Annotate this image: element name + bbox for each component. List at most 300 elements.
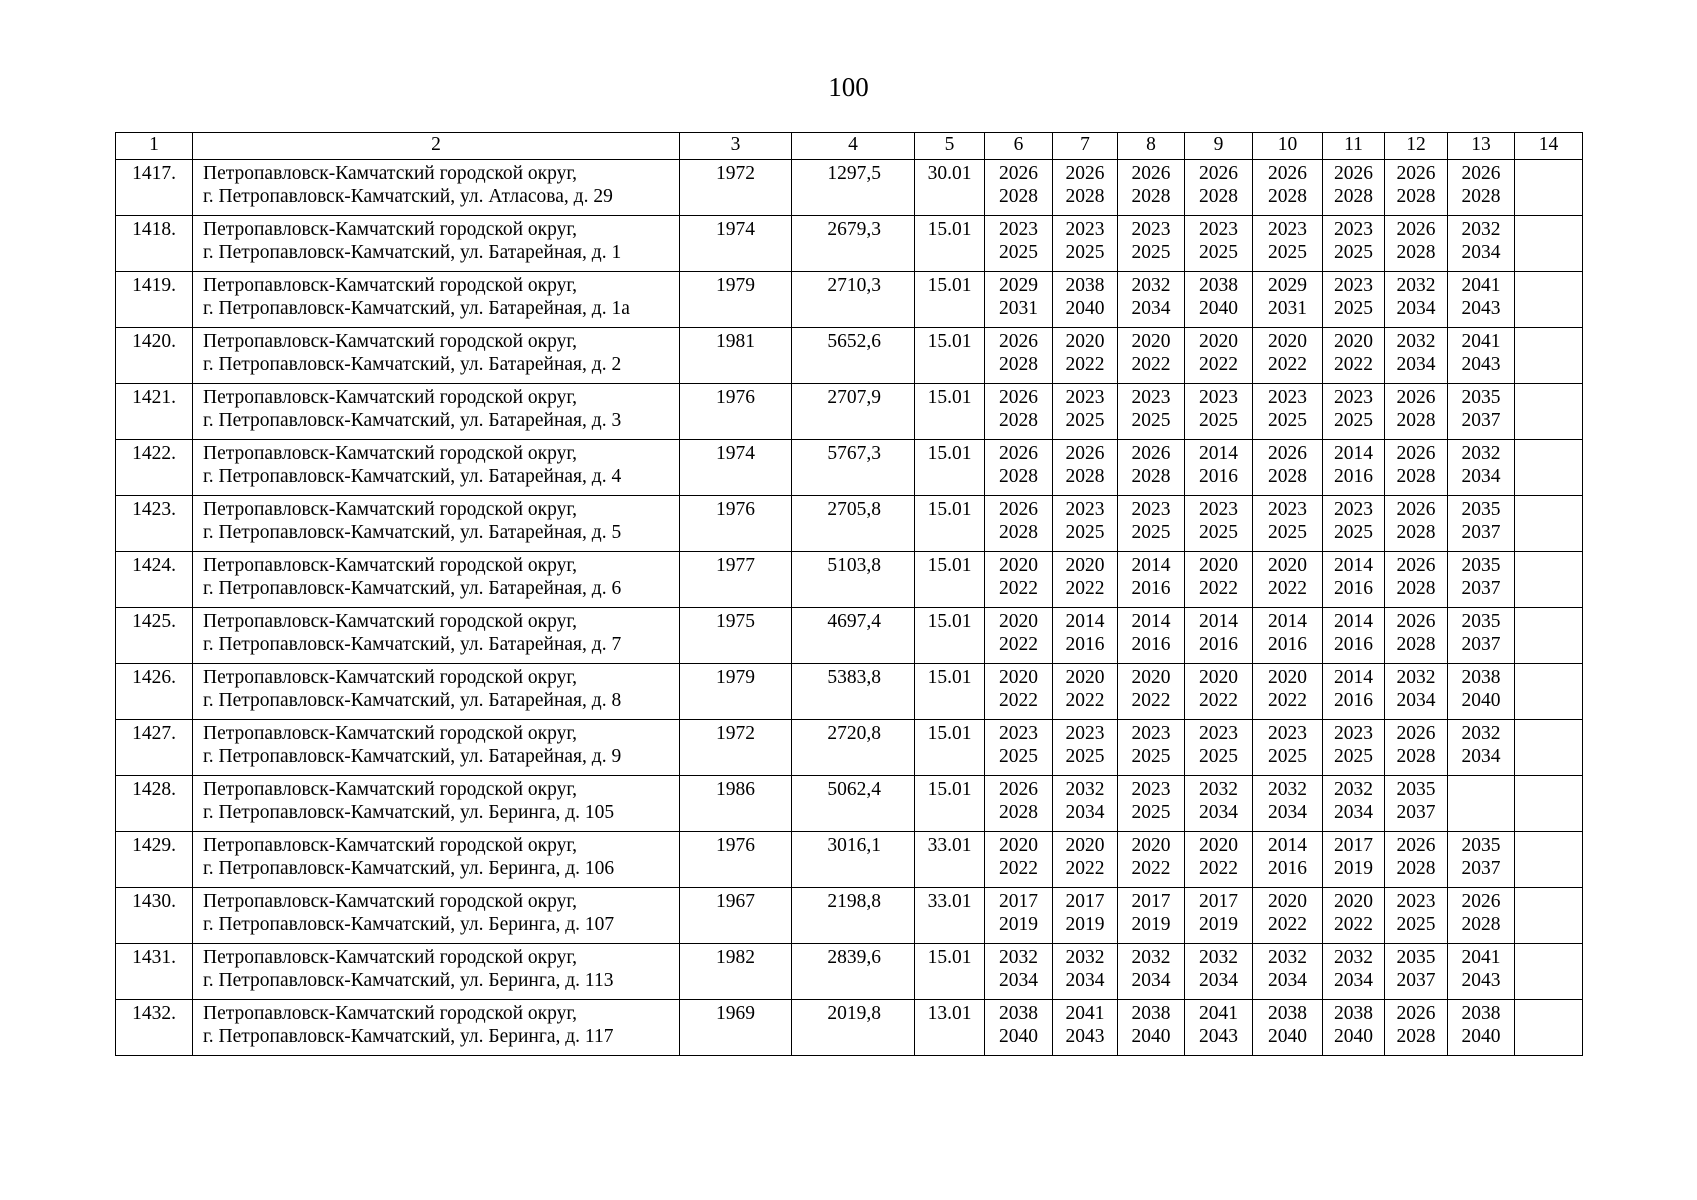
period xyxy=(1053,1000,1118,1056)
period-line: 2025 xyxy=(1334,242,1373,263)
column-14 xyxy=(1515,720,1583,776)
period-line: 2023 xyxy=(1065,723,1105,744)
period xyxy=(1053,944,1118,1000)
period-line: 2016 xyxy=(1268,634,1307,655)
period xyxy=(1185,776,1253,832)
period-line: 2023 xyxy=(1131,779,1171,800)
period-line: 2032 xyxy=(1268,947,1307,968)
period-line: 2029 xyxy=(1268,275,1307,296)
period xyxy=(1253,552,1323,608)
area: 2705,8 xyxy=(792,496,915,552)
period xyxy=(1385,552,1448,608)
period xyxy=(1253,384,1323,440)
period-line: 2025 xyxy=(1199,746,1238,767)
period xyxy=(1053,328,1118,384)
table-row xyxy=(116,888,1583,944)
column-header: 10 xyxy=(1253,133,1323,160)
period-line: 2026 xyxy=(1334,163,1373,184)
period-line: 2032 xyxy=(1065,779,1105,800)
period xyxy=(1185,440,1253,496)
period-line: 2025 xyxy=(1199,410,1238,431)
period xyxy=(985,216,1053,272)
period-line: 2022 xyxy=(1268,914,1307,935)
address-line: Петропавловск-Камчатский городской округ, xyxy=(203,275,578,296)
column-14 xyxy=(1515,1000,1583,1056)
period-line: 2025 xyxy=(1268,522,1307,543)
period xyxy=(1385,272,1448,328)
period-line: 2026 xyxy=(1396,499,1436,520)
column-header: 7 xyxy=(1053,133,1118,160)
period-line: 2020 xyxy=(1199,667,1238,688)
address-line: г. Петропавловск-Камчатский, ул. Батарейная, д. 6 xyxy=(203,578,622,599)
period-line: 2040 xyxy=(999,1026,1038,1047)
period-line: 2023 xyxy=(1131,219,1171,240)
period-line: 2028 xyxy=(1334,186,1373,207)
period-line: 2017 xyxy=(1131,891,1171,912)
period-line: 2014 xyxy=(1334,611,1373,632)
period-line: 2028 xyxy=(1396,466,1436,487)
column-header: 4 xyxy=(792,133,915,160)
address-line: г. Петропавловск-Камчатский, ул. Беринга, д. 106 xyxy=(203,858,615,879)
period-line: 2026 xyxy=(1396,555,1436,576)
period-line: 2016 xyxy=(1131,578,1171,599)
period xyxy=(1448,384,1515,440)
period-line: 2026 xyxy=(999,443,1038,464)
period xyxy=(1185,664,1253,720)
period-line: 2025 xyxy=(1131,410,1171,431)
period-line: 2034 xyxy=(1334,802,1373,823)
period-line: 2028 xyxy=(1396,186,1436,207)
period-line: 2020 xyxy=(1268,331,1307,352)
period-line: 2016 xyxy=(1334,466,1373,487)
period-line: 2026 xyxy=(1396,163,1436,184)
period xyxy=(1323,384,1385,440)
period xyxy=(985,832,1053,888)
period-line: 2028 xyxy=(1131,466,1171,487)
period-line: 2028 xyxy=(1065,466,1105,487)
period-line: 2026 xyxy=(999,499,1038,520)
period xyxy=(1185,944,1253,1000)
period xyxy=(1118,832,1185,888)
table-row xyxy=(116,440,1583,496)
period-line: 2032 xyxy=(1065,947,1105,968)
period-line: 2031 xyxy=(999,298,1038,319)
period xyxy=(985,440,1053,496)
period xyxy=(1253,328,1323,384)
period-line: 2016 xyxy=(1334,634,1373,655)
period xyxy=(1448,496,1515,552)
period-line: 2025 xyxy=(1199,522,1238,543)
period-line: 2028 xyxy=(1268,466,1307,487)
period-line: 2020 xyxy=(999,555,1038,576)
period-line: 2028 xyxy=(1396,634,1436,655)
period-line: 2023 xyxy=(1065,499,1105,520)
period xyxy=(985,944,1053,1000)
period-line: 2032 xyxy=(1268,779,1307,800)
period-line: 2025 xyxy=(1131,522,1171,543)
period-line: 2043 xyxy=(1461,354,1501,375)
period-line: 2020 xyxy=(1334,891,1373,912)
period xyxy=(1253,832,1323,888)
period xyxy=(1323,608,1385,664)
column-14 xyxy=(1515,216,1583,272)
table-row xyxy=(116,608,1583,664)
table-row xyxy=(116,664,1583,720)
period-line: 2041 xyxy=(1065,1003,1105,1024)
period-line: 2020 xyxy=(1065,331,1105,352)
period xyxy=(1448,888,1515,944)
column-14 xyxy=(1515,384,1583,440)
address xyxy=(193,776,680,832)
period-line: 2020 xyxy=(1199,331,1238,352)
code: 15.01 xyxy=(915,776,985,832)
period-line: 2032 xyxy=(1334,779,1373,800)
period-line: 2037 xyxy=(1461,522,1501,543)
build-year: 1974 xyxy=(680,440,792,496)
period xyxy=(1118,216,1185,272)
period xyxy=(1053,272,1118,328)
address-line: г. Петропавловск-Камчатский, ул. Батарейная, д. 2 xyxy=(203,354,622,375)
period-line: 2025 xyxy=(1065,242,1105,263)
period-line: 2023 xyxy=(1199,499,1238,520)
period-line: 2022 xyxy=(1268,354,1307,375)
row-number: 1422. xyxy=(116,440,193,496)
address xyxy=(193,328,680,384)
period-line: 2023 xyxy=(1334,275,1373,296)
period-line: 2026 xyxy=(1396,443,1436,464)
period-line: 2023 xyxy=(999,219,1038,240)
table-row xyxy=(116,832,1583,888)
period xyxy=(1118,384,1185,440)
column-header: 13 xyxy=(1448,133,1515,160)
period-line: 2026 xyxy=(1396,1003,1436,1024)
period-line: 2040 xyxy=(1461,1026,1501,1047)
period xyxy=(1323,216,1385,272)
column-14 xyxy=(1515,608,1583,664)
period-line: 2028 xyxy=(1396,746,1436,767)
period-line: 2025 xyxy=(1334,522,1373,543)
period xyxy=(1448,608,1515,664)
table-row xyxy=(116,272,1583,328)
address-line: г. Петропавловск-Камчатский, ул. Беринга, д. 117 xyxy=(203,1026,614,1047)
address xyxy=(193,664,680,720)
period-line: 2035 xyxy=(1461,835,1501,856)
area: 2710,3 xyxy=(792,272,915,328)
build-year: 1977 xyxy=(680,552,792,608)
period-line: 2026 xyxy=(999,779,1038,800)
period-line: 2020 xyxy=(1065,667,1105,688)
period-line: 2025 xyxy=(1334,298,1373,319)
area: 5103,8 xyxy=(792,552,915,608)
period xyxy=(1053,720,1118,776)
period-line: 2020 xyxy=(1268,555,1307,576)
period-line: 2025 xyxy=(1131,802,1171,823)
period-line: 2035 xyxy=(1461,499,1501,520)
address-line: Петропавловск-Камчатский городской округ, xyxy=(203,779,578,800)
address-line: Петропавловск-Камчатский городской округ, xyxy=(203,387,578,408)
build-year: 1976 xyxy=(680,496,792,552)
row-number: 1429. xyxy=(116,832,193,888)
address-line: г. Петропавловск-Камчатский, ул. Атласова, д. 29 xyxy=(203,186,613,207)
period-line: 2023 xyxy=(1268,219,1307,240)
period-line: 2034 xyxy=(1065,970,1105,991)
address xyxy=(193,384,680,440)
period-line: 2022 xyxy=(999,634,1038,655)
row-number: 1432. xyxy=(116,1000,193,1056)
period-line: 2043 xyxy=(1461,298,1501,319)
period xyxy=(1185,552,1253,608)
build-year: 1976 xyxy=(680,384,792,440)
period xyxy=(1118,160,1185,216)
period xyxy=(1253,664,1323,720)
period xyxy=(1053,216,1118,272)
period-line: 2026 xyxy=(1396,219,1436,240)
period-line: 2020 xyxy=(1065,555,1105,576)
period-line: 2037 xyxy=(1461,578,1501,599)
period-line: 2034 xyxy=(1131,298,1171,319)
code: 30.01 xyxy=(915,160,985,216)
address xyxy=(193,272,680,328)
address-line: г. Петропавловск-Камчатский, ул. Беринга, д. 105 xyxy=(203,802,615,823)
period xyxy=(1185,832,1253,888)
code: 33.01 xyxy=(915,832,985,888)
period-line: 2037 xyxy=(1461,410,1501,431)
period xyxy=(1385,776,1448,832)
period xyxy=(985,720,1053,776)
period xyxy=(1118,272,1185,328)
period xyxy=(1185,216,1253,272)
period xyxy=(1118,328,1185,384)
period-line: 2038 xyxy=(1268,1003,1307,1024)
period-line: 2019 xyxy=(1334,858,1373,879)
period-line: 2028 xyxy=(1131,186,1171,207)
period-line: 2028 xyxy=(1396,858,1436,879)
period xyxy=(1118,552,1185,608)
period xyxy=(1448,216,1515,272)
period-line: 2014 xyxy=(1131,611,1171,632)
period-line: 2025 xyxy=(1268,746,1307,767)
build-year: 1975 xyxy=(680,608,792,664)
address-line: г. Петропавловск-Камчатский, ул. Беринга, д. 113 xyxy=(203,970,614,991)
table-row xyxy=(116,160,1583,216)
period xyxy=(985,888,1053,944)
area: 2720,8 xyxy=(792,720,915,776)
period-line: 2025 xyxy=(1268,242,1307,263)
period xyxy=(1118,664,1185,720)
period xyxy=(1323,944,1385,1000)
period-line: 2026 xyxy=(1131,163,1171,184)
period-line: 2032 xyxy=(1461,443,1501,464)
period-line: 2017 xyxy=(1199,891,1238,912)
period-line: 2023 xyxy=(1396,891,1436,912)
row-number: 1427. xyxy=(116,720,193,776)
period xyxy=(1385,944,1448,1000)
build-year: 1979 xyxy=(680,664,792,720)
period-line: 2025 xyxy=(1199,242,1238,263)
period xyxy=(1253,440,1323,496)
period xyxy=(1253,888,1323,944)
address xyxy=(193,216,680,272)
column-header: 9 xyxy=(1185,133,1253,160)
period xyxy=(1253,720,1323,776)
period-line: 2020 xyxy=(1131,331,1171,352)
period xyxy=(1118,1000,1185,1056)
period xyxy=(1185,608,1253,664)
code: 15.01 xyxy=(915,440,985,496)
period-line: 2028 xyxy=(1268,186,1307,207)
period xyxy=(1448,440,1515,496)
period-line: 2028 xyxy=(999,466,1038,487)
period-line: 2016 xyxy=(1334,578,1373,599)
column-header: 2 xyxy=(193,133,680,160)
period-line: 2028 xyxy=(1461,914,1501,935)
period-line: 2022 xyxy=(1199,690,1238,711)
period-line: 2014 xyxy=(1199,443,1238,464)
period-line: 2014 xyxy=(1199,611,1238,632)
period-line: 2032 xyxy=(1396,667,1436,688)
row-number: 1419. xyxy=(116,272,193,328)
period xyxy=(1053,888,1118,944)
column-header: 1 xyxy=(116,133,193,160)
period-line: 2025 xyxy=(1065,522,1105,543)
period-line: 2023 xyxy=(1199,219,1238,240)
period-line: 2032 xyxy=(1131,947,1171,968)
row-number: 1418. xyxy=(116,216,193,272)
address-line: Петропавловск-Камчатский городской округ, xyxy=(203,163,578,184)
data-table xyxy=(115,132,1583,1056)
code: 15.01 xyxy=(915,608,985,664)
period-line: 2020 xyxy=(1199,555,1238,576)
period-line: 2034 xyxy=(1199,802,1238,823)
period-line: 2023 xyxy=(1334,387,1373,408)
period xyxy=(985,496,1053,552)
period xyxy=(1385,328,1448,384)
period-line: 2016 xyxy=(1268,858,1307,879)
period-line: 2034 xyxy=(1334,970,1373,991)
period-line: 2026 xyxy=(999,331,1038,352)
period-line: 2017 xyxy=(1334,835,1373,856)
period-line: 2023 xyxy=(1268,499,1307,520)
period-line: 2023 xyxy=(1199,387,1238,408)
column-14 xyxy=(1515,944,1583,1000)
period-line: 2028 xyxy=(1396,242,1436,263)
code: 33.01 xyxy=(915,888,985,944)
period-line: 2032 xyxy=(1199,947,1238,968)
period-line: 2023 xyxy=(1334,723,1373,744)
code: 15.01 xyxy=(915,216,985,272)
period xyxy=(1323,832,1385,888)
column-header: 14 xyxy=(1515,133,1583,160)
period-line: 2014 xyxy=(1334,555,1373,576)
period-line: 2034 xyxy=(1461,746,1501,767)
period-line: 2026 xyxy=(1461,163,1501,184)
table-row xyxy=(116,944,1583,1000)
period-line: 2022 xyxy=(1065,858,1105,879)
period xyxy=(1385,440,1448,496)
period-line: 2034 xyxy=(1396,298,1436,319)
address-line: г. Петропавловск-Камчатский, ул. Батарейная, д. 9 xyxy=(203,746,622,767)
period-line: 2025 xyxy=(1131,746,1171,767)
period-line: 2022 xyxy=(999,858,1038,879)
column-14 xyxy=(1515,328,1583,384)
area: 3016,1 xyxy=(792,832,915,888)
period xyxy=(1385,888,1448,944)
period xyxy=(1448,552,1515,608)
period xyxy=(1448,272,1515,328)
address-line: г. Петропавловск-Камчатский, ул. Батарейная, д. 3 xyxy=(203,410,622,431)
row-number: 1423. xyxy=(116,496,193,552)
period-line: 2025 xyxy=(1131,242,1171,263)
row-number: 1425. xyxy=(116,608,193,664)
table-row xyxy=(116,384,1583,440)
period-line: 2035 xyxy=(1461,555,1501,576)
address xyxy=(193,720,680,776)
period-line: 2016 xyxy=(1199,634,1238,655)
period-line: 2026 xyxy=(1131,443,1171,464)
period-line: 2020 xyxy=(1065,835,1105,856)
period xyxy=(1053,160,1118,216)
period-line: 2023 xyxy=(1065,219,1105,240)
period-line: 2028 xyxy=(999,522,1038,543)
address-line: Петропавловск-Камчатский городской округ, xyxy=(203,219,578,240)
address xyxy=(193,944,680,1000)
period xyxy=(1185,328,1253,384)
table-row xyxy=(116,552,1583,608)
period xyxy=(1185,888,1253,944)
period xyxy=(1385,384,1448,440)
address-line: г. Петропавловск-Камчатский, ул. Батарейная, д. 4 xyxy=(203,466,622,487)
period-line: 2017 xyxy=(999,891,1038,912)
address xyxy=(193,440,680,496)
period-line: 2022 xyxy=(1065,354,1105,375)
period xyxy=(1323,720,1385,776)
period xyxy=(1323,496,1385,552)
period-line: 2040 xyxy=(1268,1026,1307,1047)
period-line: 2040 xyxy=(1334,1026,1373,1047)
period-line: 2032 xyxy=(1396,275,1436,296)
period-line: 2040 xyxy=(1065,298,1105,319)
period-line: 2032 xyxy=(999,947,1038,968)
period xyxy=(1053,608,1118,664)
period-line: 2028 xyxy=(1199,186,1238,207)
period xyxy=(1253,1000,1323,1056)
code: 15.01 xyxy=(915,664,985,720)
area: 2019,8 xyxy=(792,1000,915,1056)
build-year: 1976 xyxy=(680,832,792,888)
row-number: 1430. xyxy=(116,888,193,944)
period-line: 2032 xyxy=(1461,219,1501,240)
area: 5383,8 xyxy=(792,664,915,720)
address-line: Петропавловск-Камчатский городской округ, xyxy=(203,443,578,464)
period xyxy=(985,328,1053,384)
period-line: 2020 xyxy=(1199,835,1238,856)
period xyxy=(1053,440,1118,496)
period xyxy=(1053,832,1118,888)
period xyxy=(1323,776,1385,832)
address-line: г. Петропавловск-Камчатский, ул. Батарейная, д. 5 xyxy=(203,522,622,543)
period xyxy=(1323,440,1385,496)
period-line: 2025 xyxy=(1065,410,1105,431)
area: 2679,3 xyxy=(792,216,915,272)
period-line: 2034 xyxy=(1065,802,1105,823)
column-14 xyxy=(1515,160,1583,216)
period-line: 2043 xyxy=(1065,1026,1105,1047)
period xyxy=(1185,384,1253,440)
address-line: Петропавловск-Камчатский городской округ, xyxy=(203,555,578,576)
period-line: 2020 xyxy=(1131,835,1171,856)
period-line: 2040 xyxy=(1131,1026,1171,1047)
address xyxy=(193,160,680,216)
